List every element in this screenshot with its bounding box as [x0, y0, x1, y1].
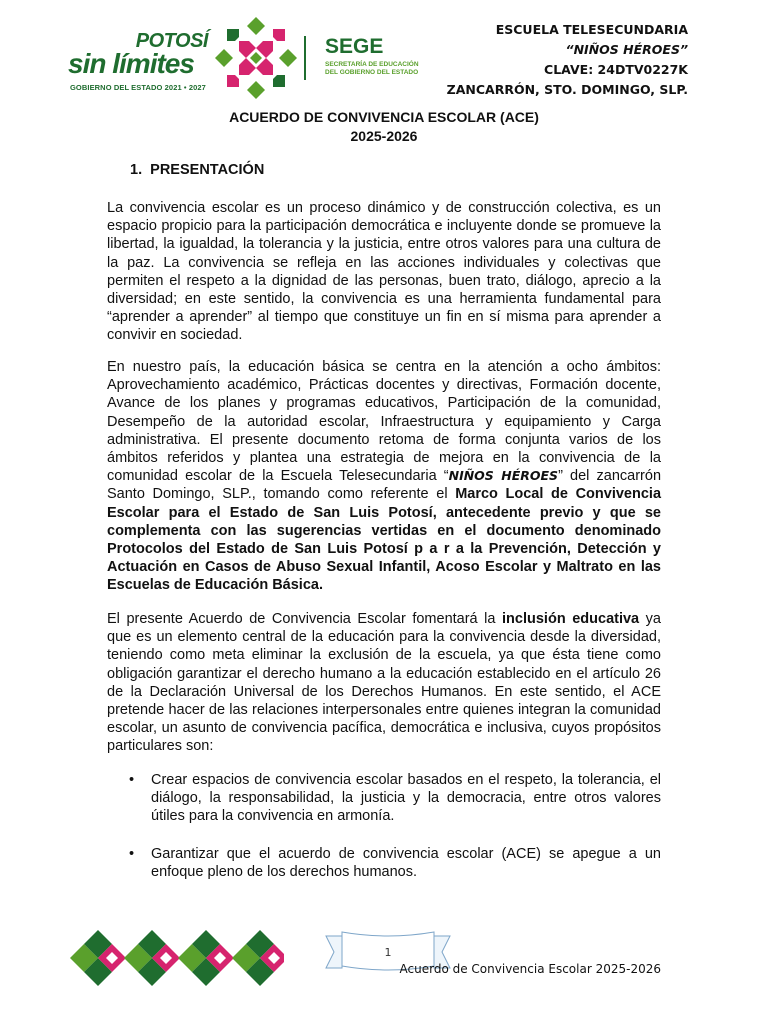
logo-divider [304, 36, 306, 80]
bullet-icon: • [129, 772, 135, 788]
school-name: “NIÑOS HÉROES” [565, 42, 688, 57]
paragraph-2-text-a: En nuestro país, la educación básica se centra en la atención a ocho ámbitos: Aprovechamiento académico, Prácticas docentes y directivas, Formación docente, Avance de los planes y programas educativos, Participación de la comunidad, Desempeño de la autoridad escolar, Infraestructura y equipamiento y Carga administrativa. El presente documento retoma de forma conjunta varios de los ámbitos referidos y plantea una estrategia de mejora en la convivencia de la comunidad escolar de la Escuela Telesecundaria “ [107, 359, 661, 485]
page-number: 1 [384, 946, 392, 959]
section-heading [130, 162, 264, 178]
list-item-text: Garantizar que el acuerdo de convivencia escolar (ACE) se apegue a un enfoque pleno de los derechos humanos. [151, 846, 661, 881]
paragraph-3-bold-term: inclusión educativa [502, 611, 640, 627]
paragraph-2 [107, 358, 661, 595]
school-info [428, 20, 688, 100]
paragraph-3 [107, 610, 661, 756]
potosi-sin-limites-logo [68, 30, 216, 96]
footer-decorative-pattern-icon [70, 930, 284, 986]
document-title-line1: ACUERDO DE CONVIVENCIA ESCOLAR (ACE) [229, 109, 539, 125]
footer-title: Acuerdo de Convivencia Escolar 2025-2026 [399, 962, 661, 976]
list-item [129, 771, 661, 826]
school-code: CLAVE: 24DTV0227K [544, 62, 688, 77]
brand-gobierno-text: GOBIERNO DEL ESTADO 2021 • 2027 [70, 83, 206, 92]
sege-subtitle-line2: DEL GOBIERNO DEL ESTADO [325, 69, 419, 76]
school-location: ZANCARRÓN, STO. DOMINGO, SLP. [446, 82, 688, 97]
bullet-icon: • [129, 846, 135, 862]
sege-title: SEGE [325, 35, 384, 58]
paragraph-2-text-b: ” del zancarrón Santo Domingo, SLP., tomando como referente el [107, 468, 662, 503]
paragraph-3-text-b: ya que es un elemento central de la educación para la convivencia desde la diversidad, teniendo como meta eliminar la exclusión de la escuela, ya que ésta tiene como obligación garantizar el derecho humano a la educación establecido en el artículo 26 de la Declaración Universal de los Derechos Humanos. En este sentido, el ACE pretende hacer de las relaciones interpersonales entre quienes integran la comunidad escolar, un asunto de convivencia pacífica, democrática e inclusiva, cuyos propósitos particulares son: [107, 611, 661, 755]
document-title [0, 108, 768, 146]
brand-sin-limites-text: sin límites [68, 48, 194, 79]
page-header [0, 0, 768, 100]
state-emblem-icon [213, 15, 299, 101]
school-type: ESCUELA TELESECUNDARIA [495, 22, 688, 37]
brand-potosi-text: POTOSÍ [135, 30, 208, 52]
section-title: PRESENTACIÓN [150, 162, 265, 178]
paragraph-1: La convivencia escolar es un proceso dinámico y de construcción colectiva, es un espacio propicio para la participación democrática e incluyente donde se promueve la libertad, la igualdad, la tolerancia y la justicia, entre otros valores para una cultura de la paz. La convivencia se refleja en las acciones individuales y colectivas que permiten el respeto a la dignidad de las personas, buen trato, diálogo, aprecio a la diversidad; en este sentido, la convivencia es una herramienta fundamental para “aprender a aprender” al tiempo que constituye un fin en sí misma para aprender a convivir en sociedad. [107, 200, 661, 344]
sege-subtitle-line1: SECRETARÍA DE EDUCACIÓN [325, 61, 419, 68]
document-title-line2: 2025-2026 [350, 128, 418, 144]
list-item [129, 845, 661, 881]
section-number: 1. [130, 162, 143, 178]
paragraph-2-bold-reference: Marco Local de Convivencia Escolar para el Estado de San Luis Potosí, antecedente previo y que se complementa con las sugerencias vertidas en el documento denominado Protocolos del Estado de San Luis Potosí p a r a la Prevención, Detección y Actuación en Casos de Abuso Sexual Infantil, Acoso Escolar y Maltrato en las Escuelas de Educación Básica. [107, 486, 662, 594]
paragraph-3-text-a: El presente Acuerdo de Convivencia Escolar fomentará la [107, 611, 503, 627]
list-item-text: Crear espacios de convivencia escolar basados en el respeto, la tolerancia, el diálogo, la responsabilidad, la justicia y la democracia, entre otros valores útiles para la convivencia en armonía. [151, 772, 661, 825]
paragraph-2-school-name: NIÑOS HÉROES [448, 468, 559, 484]
